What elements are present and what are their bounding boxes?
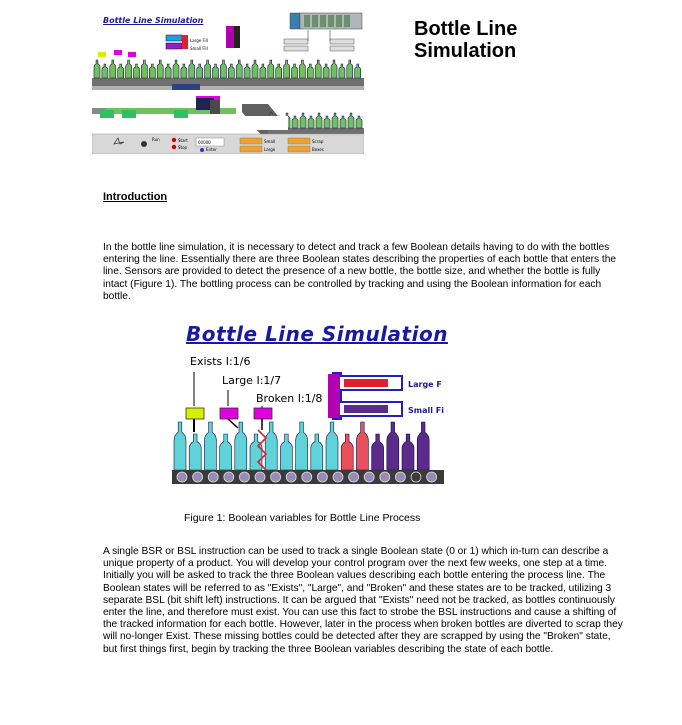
bottle: [197, 64, 203, 78]
thumb-scrap-label: Scrap: [312, 139, 324, 144]
bottle: [348, 113, 354, 128]
conveyor-roller: [395, 472, 405, 482]
thumb-large-label: Large: [264, 147, 276, 152]
thumb-stop-label[interactable]: Stop: [178, 145, 188, 150]
bottle: [134, 64, 140, 78]
bottle: [204, 422, 216, 470]
conveyor-roller: [224, 472, 234, 482]
plc-rack-icon: [284, 13, 362, 51]
conveyor-roller: [255, 472, 265, 482]
bottle: [356, 116, 362, 128]
bottle: [252, 60, 258, 78]
bottle: [347, 60, 353, 78]
bottle: [205, 60, 211, 78]
conveyor-roller: [193, 472, 203, 482]
bottle: [149, 64, 155, 78]
figure1-caption: Figure 1: Boolean variables for Bottle Line Process: [184, 512, 421, 524]
bottle: [189, 60, 195, 78]
bottle: [213, 64, 219, 78]
bottle: [323, 64, 329, 78]
thumbnail-title: Bottle Line Simulation: [103, 16, 204, 25]
bottle: [341, 434, 353, 470]
bottle: [236, 60, 242, 78]
figure1-title: Bottle Line Simulation: [186, 322, 448, 346]
small-fill-label: Small Fi: [408, 406, 444, 415]
bottle: [102, 64, 108, 78]
page-title: Bottle Line Simulation: [414, 18, 518, 62]
bottle: [141, 60, 147, 78]
conveyor-roller: [364, 472, 374, 482]
bottle: [372, 434, 384, 470]
thumb-start-label[interactable]: Start: [178, 138, 188, 143]
bottle: [292, 116, 298, 128]
bottle: [332, 113, 338, 128]
bottle: [300, 113, 306, 128]
conveyor-roller: [302, 472, 312, 482]
intro-paragraph: In the bottle line simulation, it is necessary to detect and track a few Boolean details having to do with the bottles entering the line. Essentially there are three Boolean states describing the properties of each bottle that enters the line. Sensors are provided to detect the presence of a new bottle, the bottle size, and whether the bottle is fully intact (Figure 1). The bottling process can be controlled by tracking and using the Boolean information for each bottle.: [103, 242, 617, 302]
introduction-heading: Introduction: [103, 191, 168, 203]
bottle: [235, 422, 247, 470]
thumb-small-fill-label: Small Fill: [190, 46, 208, 51]
conveyor-roller: [349, 472, 359, 482]
conveyor-roller: [177, 472, 187, 482]
bottle: [324, 116, 330, 128]
bottle: [356, 422, 368, 470]
bottle: [220, 434, 232, 470]
bottle: [110, 60, 116, 78]
bottle: [228, 64, 234, 78]
bottle: [181, 64, 187, 78]
thumb-boxes-label: Boxes: [312, 147, 324, 152]
thumb-large-fill-label: Large Fill: [190, 38, 208, 43]
bottle: [268, 60, 274, 78]
conveyor-roller: [333, 472, 343, 482]
bottle: [174, 422, 186, 470]
bottle: [189, 434, 201, 470]
bottle: [260, 64, 266, 78]
conveyor-roller: [427, 472, 437, 482]
bottle: [244, 64, 250, 78]
bottle: [307, 64, 313, 78]
thumbnail-simulation-image: [92, 12, 364, 154]
bottle: [265, 422, 277, 470]
bottle: [315, 60, 321, 78]
conveyor-roller: [317, 472, 327, 482]
thumb-run-label: Run: [152, 137, 160, 142]
broken-sensor-icon: [254, 408, 272, 419]
bottle: [340, 116, 346, 128]
bottle: [387, 422, 399, 470]
bottle: [339, 64, 345, 78]
bottle: [355, 64, 361, 78]
conveyor-roller: [208, 472, 218, 482]
bottle: [296, 422, 308, 470]
thumb-counter: 00000: [198, 140, 211, 145]
large-sensor-icon: [220, 408, 238, 419]
conveyor-roller: [286, 472, 296, 482]
bottle: [126, 60, 132, 78]
bottle: [326, 422, 338, 470]
bottle: [331, 60, 337, 78]
bottle: [94, 60, 100, 78]
bottle: [316, 113, 322, 128]
thumb-enter-label[interactable]: Enter: [206, 147, 217, 152]
broken-sensor-label: Broken I:1/8: [256, 392, 323, 405]
thumb-small-label: Small: [264, 139, 276, 144]
bottle: [402, 434, 414, 470]
conveyor-roller: [380, 472, 390, 482]
large-fill-label: Large F: [408, 380, 442, 389]
bottle: [417, 422, 429, 470]
bottle: [299, 60, 305, 78]
bottle: [284, 60, 290, 78]
bottle: [220, 60, 226, 78]
exists-sensor-icon: [186, 408, 204, 419]
conveyor-roller: [411, 472, 421, 482]
bottle: [311, 434, 323, 470]
conveyor-roller: [271, 472, 281, 482]
bottle: [165, 64, 171, 78]
bottle: [276, 64, 282, 78]
body-paragraph: A single BSR or BSL instruction can be used to track a single Boolean state (0 or 1) which in-turn can describe a unique property of a product. You will develop your control program over the next few weeks, one step at a time. Initially you will be asked to track the three Boolean values describing each bottle entering the process line. The Boolean states will be referred to as "Exists", "Large", and "Broken" and these states are to be tracked, utilizing 3 separate BSL (bit shift left) instructions. It can be argued that "Exists" need not be tracked, as bottles continuously enter the line, and therefore must exist. You can use this fact to strobe the BSL instructions and cause a shifting of the tracked information for each bottle. However, later in the process when broken bottles are diverted to scrap they will no-longer Exist. These missing bottles could be detected after they are scrapped by using the "Broken" state, but first things first, begin by tracking the three Boolean variables describing the state of each bottle.: [103, 546, 623, 655]
large-sensor-label: Large I:1/7: [222, 374, 282, 387]
exists-sensor-label: Exists I:1/6: [190, 355, 251, 368]
bottle: [118, 64, 124, 78]
bottle: [308, 116, 314, 128]
bottle: [157, 60, 163, 78]
bottle: [292, 64, 298, 78]
bottle: [280, 434, 292, 470]
conveyor-roller: [239, 472, 249, 482]
figure1-diagram: [172, 350, 446, 490]
bottle: [173, 60, 179, 78]
